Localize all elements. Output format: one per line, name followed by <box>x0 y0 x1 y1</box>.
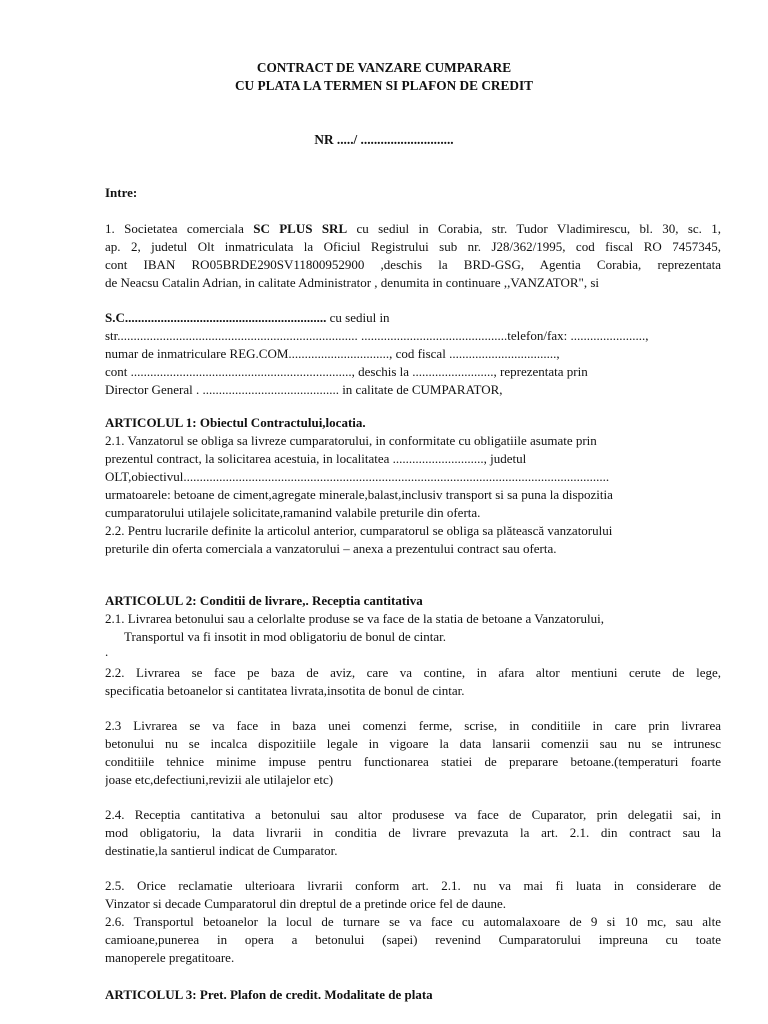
clause-2-4 <box>105 806 721 860</box>
clause-2-5-line: Vinzator si decade Cumparatorul din dreptul de a pretinde orice fel de daune. <box>105 896 506 911</box>
clause-2-3-line: joase etc,defectiuni,revizii ale utilajelor etc) <box>105 772 334 787</box>
article-1-heading: ARTICOLUL 1: Obiectul Contractului,locatia. <box>105 415 366 430</box>
clause-2-5 <box>105 877 721 967</box>
clause-2-1: 2.1. Livrarea betonului sau a celorlalte produse se va face de la statia de betoane a Vanzatorului, <box>105 611 604 626</box>
article-1-line: preturile din oferta comerciala a vanzatorului – anexa a prezentului contract sau oferta. <box>105 541 557 556</box>
party-1-block <box>105 220 721 292</box>
seller-name: SC PLUS SRL <box>253 221 348 236</box>
article-1-line: cumparatorului utilajele solicitate,ramanind valabile preturile din oferta. <box>105 505 481 520</box>
article-1-line: OLT,obiectivul................................................................................................................................... <box>105 469 610 484</box>
party-1-prefix: 1. Societatea comerciala <box>105 221 254 236</box>
clause-2-6-line: 2.6. Transportul betoanelor la locul de turnare se va face cu automalaxoare de 9 si 10 mc, sau alte <box>105 914 721 929</box>
clause-2-4-line: destinatie,la santierul indicat de Cumparator. <box>105 843 338 858</box>
buyer-name-placeholder: S.C.............................................................. <box>105 310 327 325</box>
article-1-line: 2.1. Vanzatorul se obliga sa livreze cumparatorului, in conformitate cu obligatiile asumate prin <box>105 433 597 448</box>
party-2-line: Director General . .......................................... in calitate de CUMPARATOR, <box>105 382 503 397</box>
buyer-address-label: cu sediul in <box>326 310 390 325</box>
article-1-line: 2.2. Pentru lucrarile definite la articolul anterior, cumparatorul se obliga sa plătească vanzatorului <box>105 523 613 538</box>
article-3-heading: ARTICOLUL 3: Pret. Plafon de credit. Modalitate de plata <box>105 987 433 1002</box>
clause-2-6-line: camioane,punerea in opera a betonului (sapei) revenind Cumparatorului impreuna cu toate <box>105 932 721 947</box>
clause-2-3-line: 2.3 Livrarea se va face in baza unei comenzi ferme, scrise, in conditiile in care prin livrarea <box>105 718 721 733</box>
contract-number: NR ...../ ............................ <box>314 132 454 147</box>
clause-2-5-line: 2.5. Orice reclamatie ulterioara livrarii conform art. 2.1. nu va mai fi luata in considerare de <box>105 878 721 893</box>
party-2-line: cont ...................................................................., deschis la ........................., reprezentata prin <box>105 364 588 379</box>
party-2-block <box>105 309 721 399</box>
article-1-line: urmatoarele: betoane de ciment,agregate minerale,balast,inclusiv transport si sa puna la dispozitia <box>105 487 613 502</box>
clause-2-3-line: betonului nu se incalca dispozitiile legale in vigoare la data lansarii comenzii sau nu se intrunesc <box>105 736 721 751</box>
clause-2-4-line: 2.4. Receptia cantitativa a betonului sau altor produsese va face de Cuparator, prin delegatii sai, in <box>105 807 721 822</box>
clause-2-3-line: conditiile tehnice minime impuse pentru functionarea statiei de preparare betoane.(temperaturi foarte <box>105 754 721 769</box>
document-title: CONTRACT DE VANZARE CUMPARARE <box>256 60 512 75</box>
clause-2-4-line: mod obligatoriu, la data livrarii in conditia de livrare prevazuta la art. 2.1. din contract sau la <box>105 825 721 840</box>
stray-dot: . <box>105 646 109 659</box>
clause-2-3 <box>105 717 721 789</box>
article-1 <box>105 414 721 558</box>
document-subtitle: CU PLATA LA TERMEN SI PLAFON DE CREDIT <box>234 78 534 93</box>
article-2 <box>105 592 721 700</box>
clause-2-2-cont: specificatia betoanelor si cantitatea livrata,insotita de bonul de cintar. <box>105 683 465 698</box>
party-1-line: ap. 2, judetul Olt inmatriculata la Oficiul Registrului sub nr. J28/362/1995, cod fiscal RO 7457345, <box>105 239 721 254</box>
intro-label: Intre: <box>105 185 138 200</box>
party-1-line <box>105 220 721 238</box>
party-2-line: str.......................................................................... .............................................telefon/fax: ......................., <box>105 328 649 343</box>
party-2-line <box>105 309 721 327</box>
clause-2-2: 2.2. Livrarea se face pe baza de aviz, care va contine, in afara altor mentiuni cerute de lege, <box>105 665 721 680</box>
party-1-address: cu sediul in Corabia, str. Tudor Vladimirescu, bl. 30, sc. 1, <box>347 221 721 236</box>
clause-2-6-line: manoperele pregatitoare. <box>105 950 235 965</box>
party-1-line: de Neacsu Catalin Adrian, in calitate Administrator , denumita in continuare ,,VANZATOR", si <box>105 275 600 290</box>
article-2-heading: ARTICOLUL 2: Conditii de livrare,. Receptia cantitativa <box>105 593 423 608</box>
clause-2-1-cont: Transportul va fi insotit in mod obligatoriu de bonul de cintar. <box>124 629 446 644</box>
article-1-line: prezentul contract, la solicitarea acestuia, in localitatea ............................, judetul <box>105 451 527 466</box>
party-2-line: numar de inmatriculare REG.COM..............................., cod fiscal ................................., <box>105 346 560 361</box>
party-1-line: cont IBAN RO05BRDE290SV11800952900 ,deschis la BRD-GSG, Agentia Corabia, reprezentata <box>105 257 721 272</box>
